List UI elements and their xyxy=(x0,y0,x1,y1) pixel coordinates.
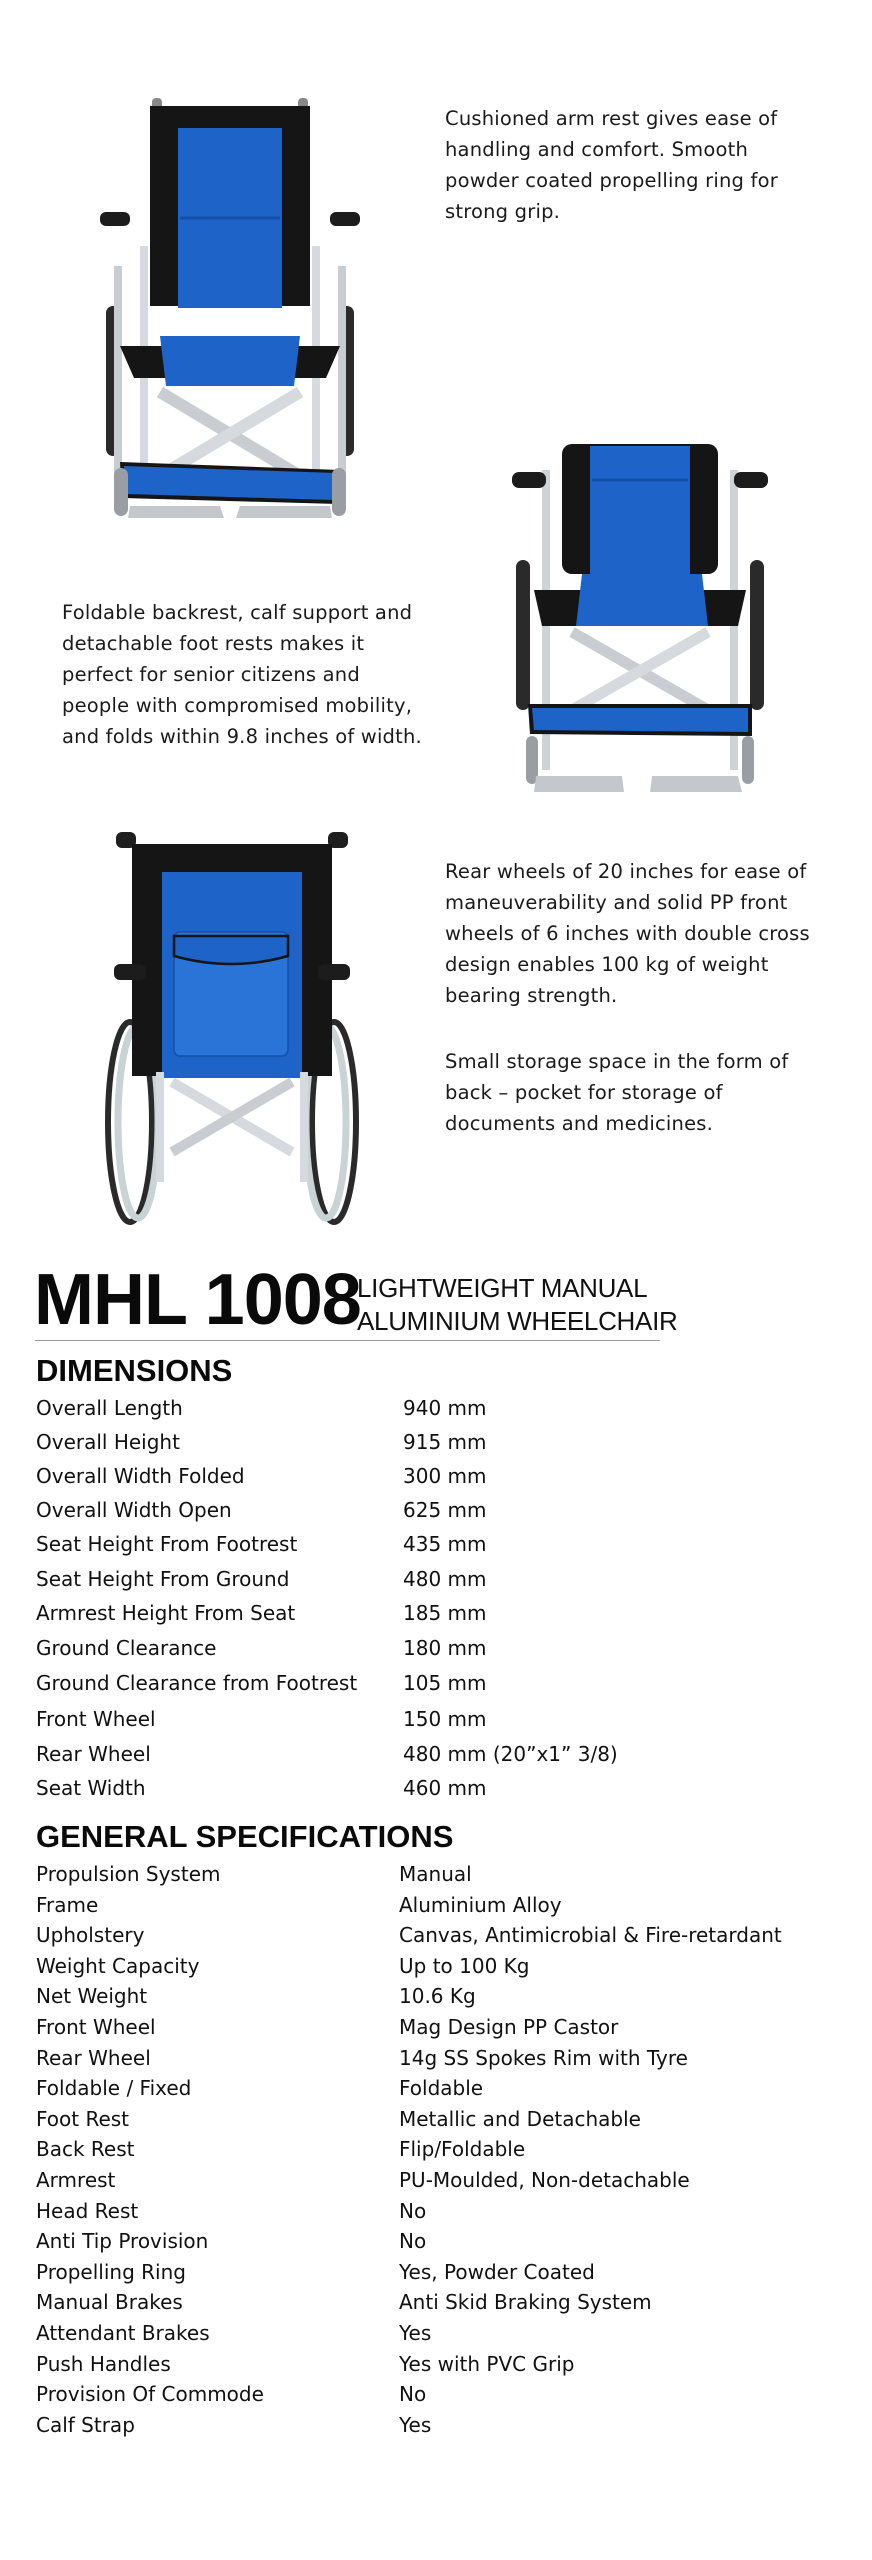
wheelchair-front-illustration xyxy=(100,96,360,522)
spec-value: No xyxy=(399,2229,427,2253)
spec-label: Head Rest xyxy=(36,2199,139,2223)
spec-value: 185 mm xyxy=(403,1601,487,1625)
spec-value: 460 mm xyxy=(403,1776,487,1800)
spec-label: Foldable / Fixed xyxy=(36,2076,192,2100)
spec-label: Seat Height From Footrest xyxy=(36,1532,298,1556)
spec-value: Foldable xyxy=(399,2076,484,2100)
spec-value: Aluminium Alloy xyxy=(399,1893,562,1917)
spec-value: 940 mm xyxy=(403,1396,487,1420)
spec-value: 625 mm xyxy=(403,1498,487,1522)
spec-label: Rear Wheel xyxy=(36,1742,151,1766)
spec-label: Armrest Height From Seat xyxy=(36,1601,296,1625)
spec-value: Metallic and Detachable xyxy=(399,2107,641,2131)
spec-label: Seat Height From Ground xyxy=(36,1567,290,1591)
subtitle-line-1: LIGHTWEIGHT MANUAL xyxy=(357,1273,648,1303)
spec-label: Weight Capacity xyxy=(36,1954,200,1978)
spec-value: Yes with PVC Grip xyxy=(399,2352,575,2376)
wheelchair-back-illustration xyxy=(100,832,364,1230)
feature-description-foldable: Foldable backrest, calf support and detachable foot rests makes it perfect for senior citizens and people with compromised mobility, and folds within 9.8 inches of width. xyxy=(62,601,422,748)
spec-label: Calf Strap xyxy=(36,2413,135,2437)
spec-label: Front Wheel xyxy=(36,2015,156,2039)
spec-label: Attendant Brakes xyxy=(36,2321,210,2345)
wheelchair-back-image xyxy=(100,832,364,1230)
spec-label: Frame xyxy=(36,1893,99,1917)
spec-label: Net Weight xyxy=(36,1984,148,2008)
spec-value: Flip/Foldable xyxy=(399,2137,526,2161)
feature-description-storage: Small storage space in the form of back – pocket for storage of documents and medicines. xyxy=(445,1050,789,1135)
subtitle-line-2: ALUMINIUM WHEELCHAIR xyxy=(357,1306,678,1336)
spec-value: 105 mm xyxy=(403,1671,487,1695)
spec-value: 435 mm xyxy=(403,1532,487,1556)
spec-label: Seat Width xyxy=(36,1776,146,1800)
spec-value: 300 mm xyxy=(403,1464,487,1488)
spec-label: Overall Length xyxy=(36,1396,183,1420)
spec-value: 480 mm xyxy=(403,1567,487,1591)
spec-value: 915 mm xyxy=(403,1430,487,1454)
spec-value: 480 mm (20”x1” 3/8) xyxy=(403,1742,618,1766)
spec-label: Propulsion System xyxy=(36,1862,221,1886)
spec-label: Propelling Ring xyxy=(36,2260,186,2284)
spec-value: 10.6 Kg xyxy=(399,1984,476,2008)
general-specifications-heading: GENERAL SPECIFICATIONS xyxy=(36,1819,454,1854)
spec-label: Overall Height xyxy=(36,1430,180,1454)
dimensions-heading: DIMENSIONS xyxy=(36,1353,233,1388)
spec-value: Yes xyxy=(399,2321,432,2345)
feature-description-armrest: Cushioned arm rest gives ease of handling and comfort. Smooth powder coated propelling ring for strong grip. xyxy=(445,107,778,223)
wheelchair-angle-image xyxy=(512,440,768,800)
spec-label: Armrest xyxy=(36,2168,116,2192)
spec-label: Ground Clearance from Footrest xyxy=(36,1671,358,1695)
wheelchair-front-image xyxy=(100,96,360,522)
spec-label: Anti Tip Provision xyxy=(36,2229,209,2253)
spec-value: Anti Skid Braking System xyxy=(399,2290,652,2314)
spec-value: Yes, Powder Coated xyxy=(399,2260,595,2284)
spec-value: 150 mm xyxy=(403,1707,487,1731)
spec-label: Back Rest xyxy=(36,2137,135,2161)
spec-label: Ground Clearance xyxy=(36,1636,217,1660)
spec-label: Manual Brakes xyxy=(36,2290,183,2314)
spec-label: Overall Width Folded xyxy=(36,1464,245,1488)
spec-label: Foot Rest xyxy=(36,2107,130,2131)
spec-label: Overall Width Open xyxy=(36,1498,232,1522)
spec-label: Provision Of Commode xyxy=(36,2382,264,2406)
spec-value: Up to 100 Kg xyxy=(399,1954,530,1978)
spec-value: No xyxy=(399,2199,427,2223)
spec-value: Yes xyxy=(399,2413,432,2437)
spec-value: No xyxy=(399,2382,427,2406)
spec-value: Mag Design PP Castor xyxy=(399,2015,619,2039)
spec-label: Front Wheel xyxy=(36,1707,156,1731)
spec-label: Push Handles xyxy=(36,2352,171,2376)
spec-label: Upholstery xyxy=(36,1923,145,1947)
spec-label: Rear Wheel xyxy=(36,2046,151,2070)
spec-value: Canvas, Antimicrobial & Fire-retardant xyxy=(399,1923,782,1947)
product-subtitle xyxy=(357,1272,677,1338)
spec-value: 14g SS Spokes Rim with Tyre xyxy=(399,2046,688,2070)
spec-value: 180 mm xyxy=(403,1636,487,1660)
feature-description-wheels: Rear wheels of 20 inches for ease of maneuverability and solid PP front wheels of 6 inches with double cross design enables 100 kg of weight bearing strength. xyxy=(445,860,810,1007)
title-divider xyxy=(35,1340,660,1341)
model-number: MHL 1008 xyxy=(34,1260,361,1340)
spec-value: PU-Moulded, Non-detachable xyxy=(399,2168,690,2192)
spec-value: Manual xyxy=(399,1862,472,1886)
wheelchair-angle-illustration xyxy=(512,440,768,800)
